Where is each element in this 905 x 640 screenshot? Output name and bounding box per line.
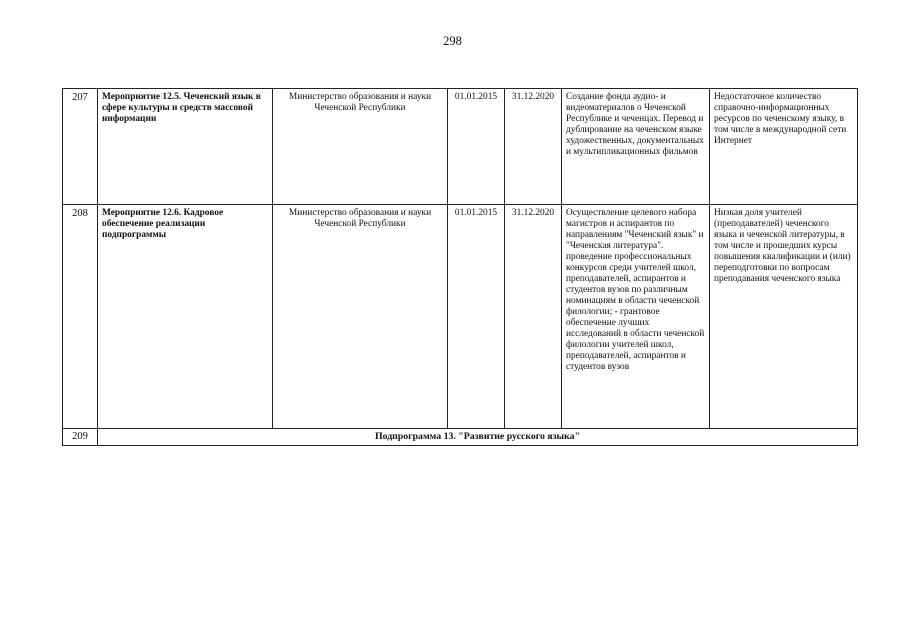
end-date: 31.12.2020 <box>505 205 562 429</box>
measure-name: Мероприятие 12.6. Кадровое обеспечение реализации подпрограммы <box>98 205 273 429</box>
subprogram-row <box>63 429 858 446</box>
start-date: 01.01.2015 <box>448 205 505 429</box>
measures-table <box>62 88 858 446</box>
expected-result: Создание фонда аудио- и видеоматериалов о Чеченской Республике и чеченцах. Перевод и дублирование на чеченском языке художественных, документальных и мультипликационных фильмов <box>562 89 710 205</box>
table-row <box>63 89 858 205</box>
end-date: 31.12.2020 <box>505 89 562 205</box>
start-date: 01.01.2015 <box>448 89 505 205</box>
row-number: 209 <box>63 429 98 446</box>
executor: Министерство образования и науки Чеченской Республики <box>273 205 448 429</box>
row-number: 207 <box>63 89 98 205</box>
subprogram-title: Подпрограмма 13. "Развитие русского языка" <box>98 429 858 446</box>
row-number: 208 <box>63 205 98 429</box>
consequence: Низкая доля учителей (преподавателей) чеченского языка и чеченской литературы, в том числе и прошедших курсы повышения квалификации и (или) переподготовки по вопросам преподавания чеченского языка <box>710 205 858 429</box>
expected-result: Осуществление целевого набора магистров и аспирантов по направлениям "Чеченский язык" и "Чеченская литература". проведение профессиональных конкурсов среди учителей школ, преподавателей, аспирантов и студентов вузов по различным номинациям в области чеченской филологии; - грантовое обеспечение лучших исследований в области чеченской филологии учителей школ, преподавателей, аспирантов и студентов вузов <box>562 205 710 429</box>
page-number: 298 <box>443 34 462 48</box>
consequence: Недостаточное количество справочно-информационных ресурсов по чеченскому языку, в том числе в международной сети Интернет <box>710 89 858 205</box>
table-row <box>63 205 858 429</box>
measure-name: Мероприятие 12.5. Чеченский язык в сфере культуры и средств массовой информации <box>98 89 273 205</box>
executor: Министерство образования и науки Чеченской Республики <box>273 89 448 205</box>
